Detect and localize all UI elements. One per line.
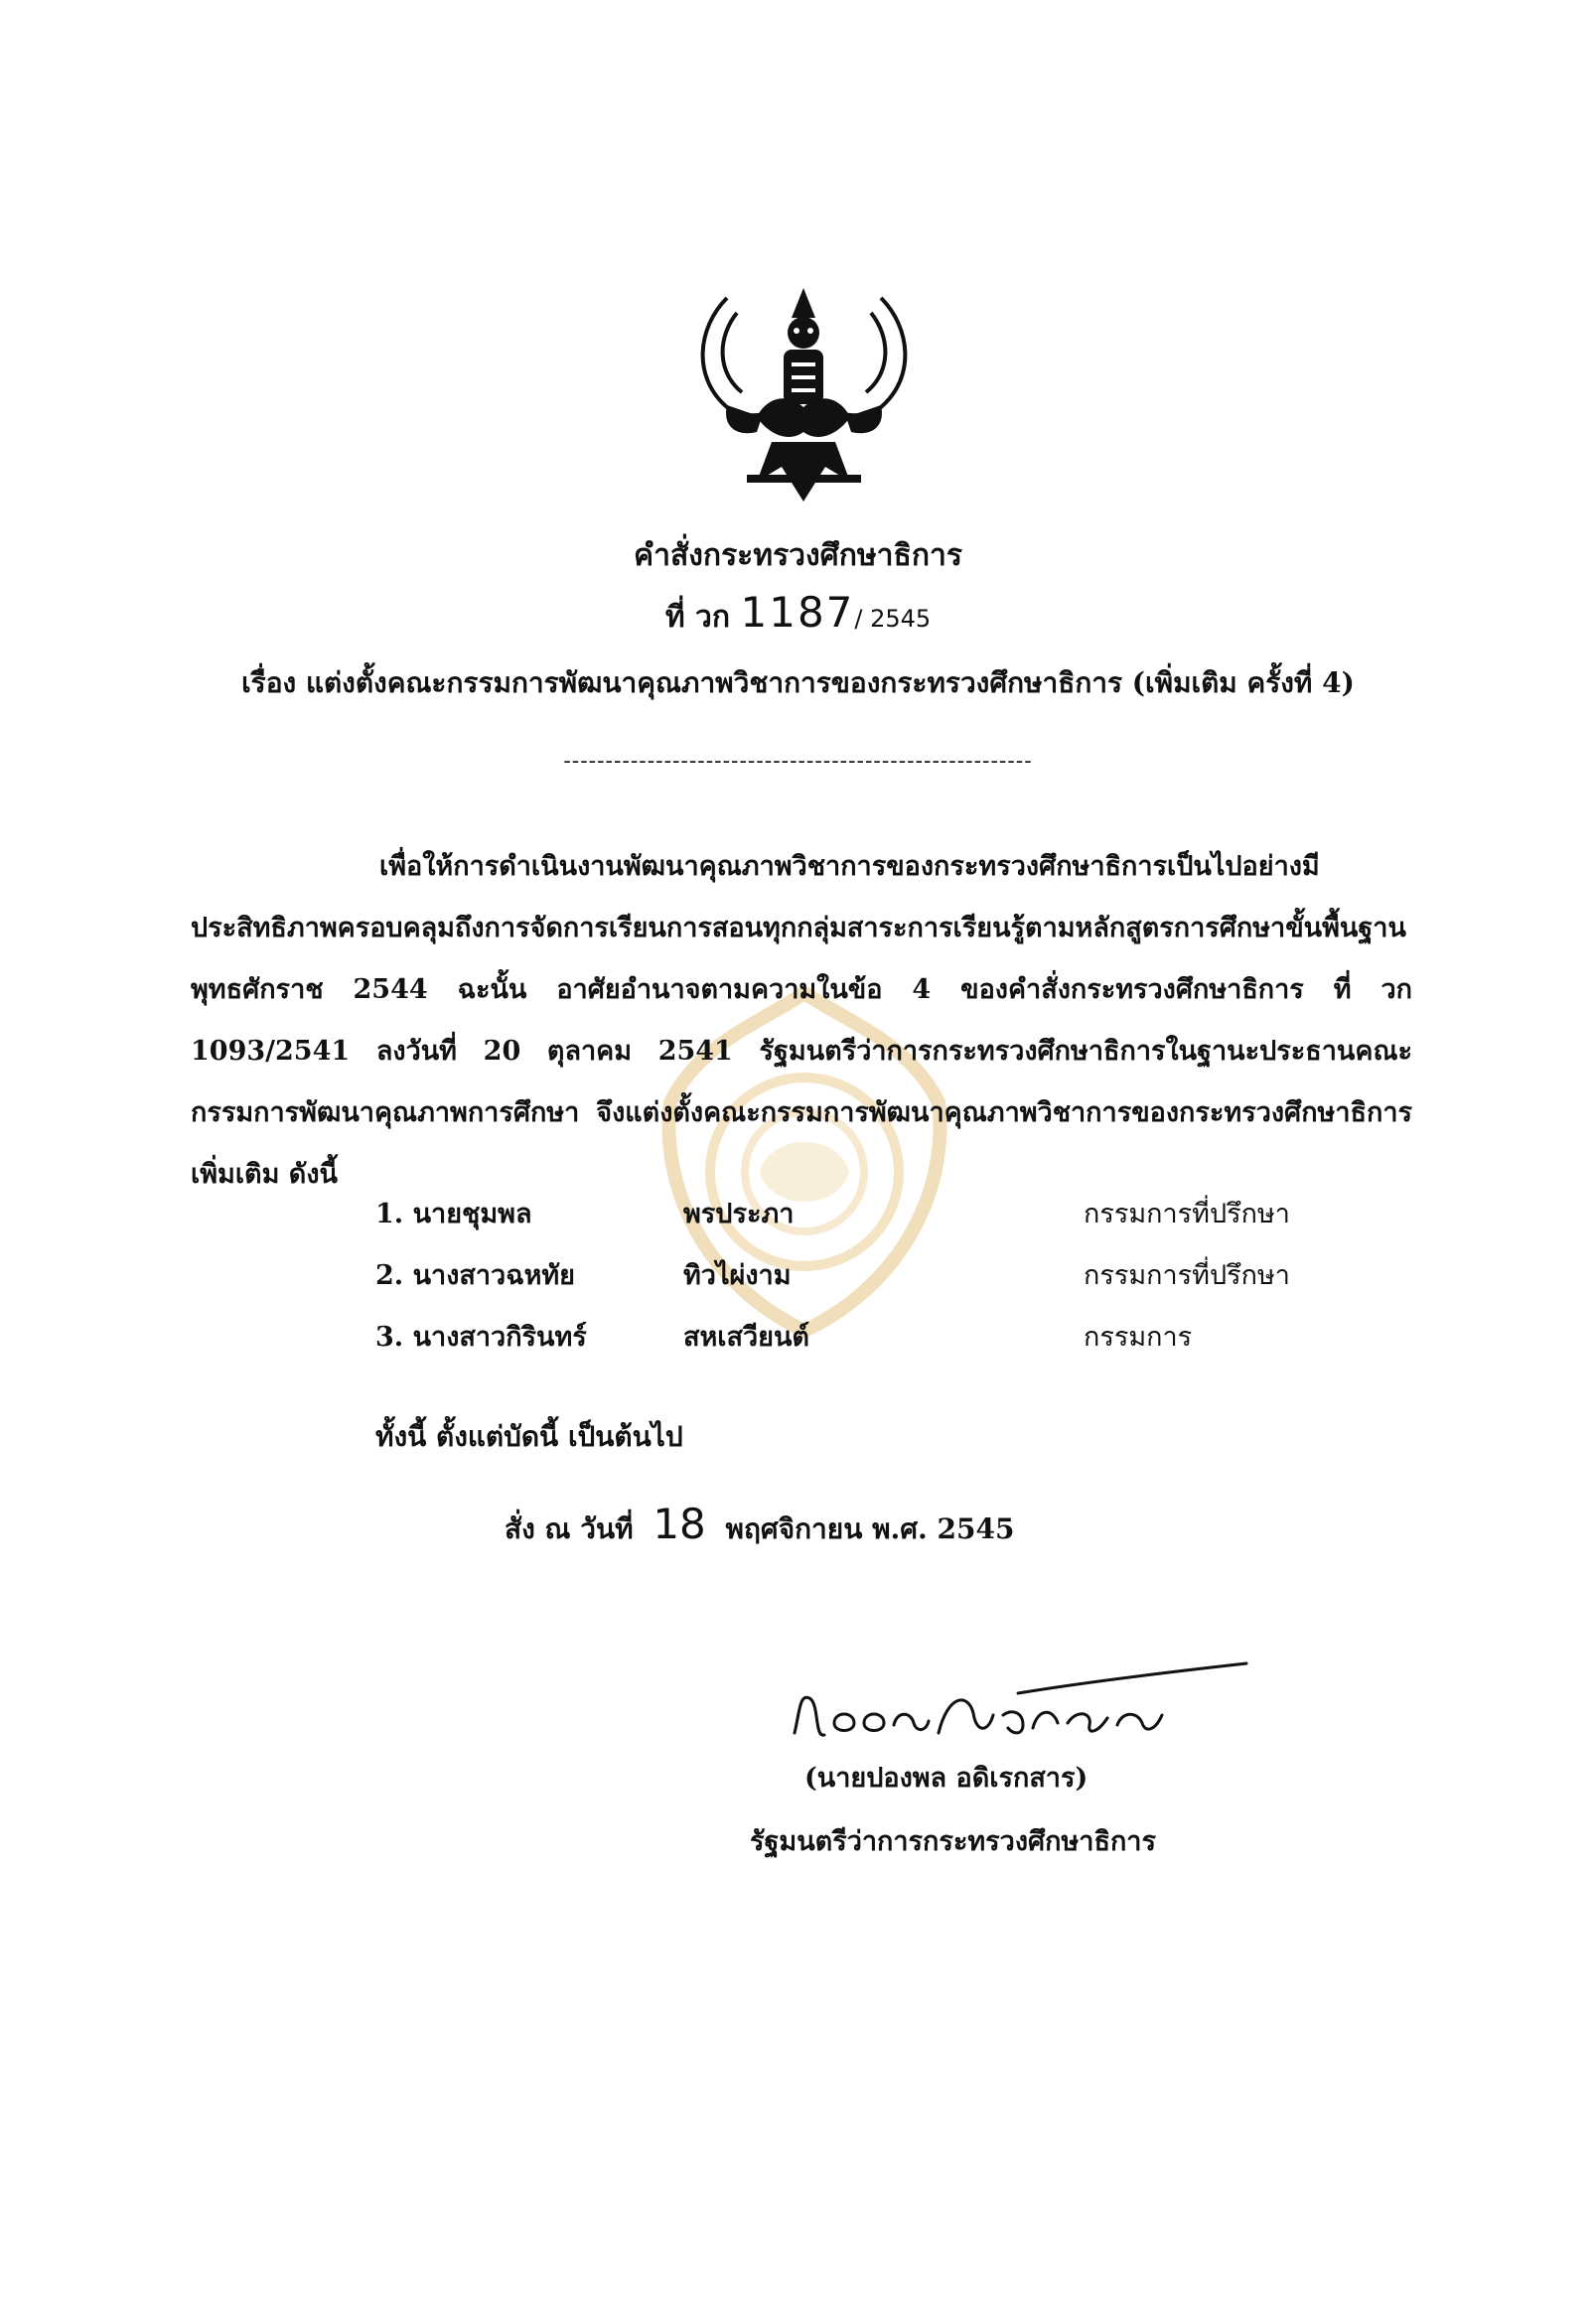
- number-year: / 2545: [854, 605, 932, 633]
- member-surname: พรประภา: [683, 1199, 795, 1229]
- document-subject: เรื่อง แต่งตั้งคณะกรรมการพัฒนาคุณภาพวิชาการของกระทรวงศึกษาธิการ (เพิ่มเติม ครั้งที่ 4): [241, 666, 1355, 699]
- body-paragraph: [191, 836, 1412, 1206]
- order-date: [505, 1500, 1014, 1551]
- document-number: [0, 588, 1596, 641]
- garuda-emblem-icon: [687, 268, 921, 516]
- number-value: 1187: [740, 588, 855, 637]
- date-suffix: พฤศจิกายน พ.ศ. 2545: [725, 1512, 1015, 1545]
- member-surname: ทิวไผ่งาม: [683, 1260, 792, 1291]
- signatory-title: รัฐมนตรีว่าการกระทรวงศึกษาธิการ: [750, 1826, 1156, 1857]
- signatory-name: (นายปองพล อดิเรกสาร): [804, 1763, 1088, 1794]
- list-item: [375, 1192, 1369, 1253]
- divider-line: --------------------------------------------------------: [563, 749, 1033, 774]
- member-list: [375, 1192, 1369, 1376]
- member-role: กรรมการที่ปรึกษา: [1084, 1260, 1290, 1291]
- member-name: 2. นางสาวฉหทัย: [375, 1260, 575, 1291]
- body-paragraph-text: เพื่อให้การดำเนินงานพัฒนาคุณภาพวิชาการของกระทรวงศึกษาธิการเป็นไปอย่างมีประสิทธิภาพครอบคลุมถึงการจัดการเรียนการสอนทุกกลุ่มสาระการเรียนรู้ตามหลักสูตรการศึกษาขั้นพื้นฐาน พุทธศักราช 2544 ฉะนั้น อาศัยอำนาจตามความในข้อ 4 ของคำสั่งกระทรวงศึกษาธิการ ที่ วก 1093/2541 ลงวันที่ 20 ตุลาคม 2541 รัฐมนตรีว่าการกระทรวงศึกษาธิการในฐานะประธานคณะกรรมการพัฒนาคุณภาพการศึกษา จึงแต่งตั้งคณะกรรมการพัฒนาคุณภาพวิชาการของกระทรวงศึกษาธิการเพิ่มเติม ดังนี้: [191, 851, 1412, 1190]
- list-item: [375, 1315, 1369, 1376]
- number-prefix: ที่ วก: [664, 600, 731, 635]
- handwritten-signature: [780, 1654, 1266, 1763]
- document-title: คำสั่งกระทรวงศึกษาธิการ: [634, 538, 962, 573]
- list-item: [375, 1253, 1369, 1315]
- date-prefix: สั่ง ณ วันที่: [505, 1512, 634, 1545]
- member-surname: สหเสวียนต์: [683, 1322, 809, 1353]
- effective-statement: ทั้งนี้ ตั้งแต่บัดนี้ เป็นต้นไป: [375, 1420, 683, 1453]
- member-name: 3. นางสาวกิรินทร์: [375, 1322, 587, 1353]
- member-role: กรรมการ: [1084, 1322, 1193, 1353]
- date-day: 18: [653, 1500, 706, 1548]
- member-name: 1. นายชุมพล: [375, 1199, 532, 1229]
- member-role: กรรมการที่ปรึกษา: [1084, 1199, 1290, 1229]
